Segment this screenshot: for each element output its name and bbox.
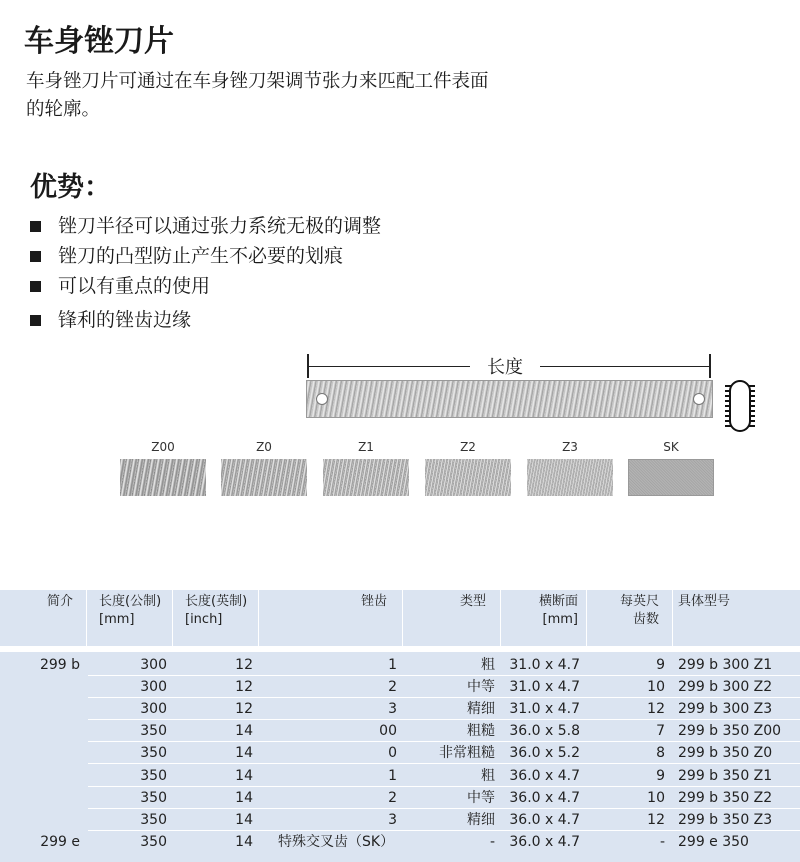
cell-cut: 00 xyxy=(379,723,397,740)
cell-length-inch: 14 xyxy=(235,767,253,784)
cell-type: - xyxy=(489,833,495,850)
table-row xyxy=(0,787,800,809)
swatch-label-z1: Z1 xyxy=(358,440,374,454)
cell-type: 精细 xyxy=(467,701,495,718)
cell-cut: 1 xyxy=(388,657,397,673)
product-description: 车身锉刀片可通过在车身锉刀架调节张力来匹配工件表面的轮廓。 xyxy=(26,71,489,120)
table-row xyxy=(0,720,800,742)
cell-intro xyxy=(0,742,80,764)
cell-cut: 1 xyxy=(388,767,397,784)
cell-model: 299 b 350 Z0 xyxy=(678,745,773,762)
cell-model: 299 b 350 Z1 xyxy=(678,767,773,784)
list-item: 锋利的锉齿边缘 xyxy=(30,305,381,335)
table-row xyxy=(0,654,800,676)
cell-cut: 3 xyxy=(388,701,397,718)
square-bullet-icon xyxy=(30,315,41,326)
square-bullet-icon xyxy=(30,221,41,232)
cell-type: 精细 xyxy=(467,811,495,828)
list-item: 锉刀的凸型防止产生不必要的划痕 xyxy=(30,241,381,271)
cell-cut: 2 xyxy=(388,679,397,696)
cell-section: 36.0 x 5.8 xyxy=(509,723,580,740)
cell-tpi: 9 xyxy=(656,657,665,673)
cell-type: 粗糙 xyxy=(467,723,495,740)
cut-swatch-z2 xyxy=(425,459,511,496)
square-bullet-icon xyxy=(30,251,41,262)
advantages-list xyxy=(30,211,381,335)
cell-model: 299 b 300 Z2 xyxy=(678,679,773,696)
cell-model: 299 b 350 Z2 xyxy=(678,789,773,806)
cell-tpi: 9 xyxy=(656,767,665,784)
cell-length-inch: 14 xyxy=(235,723,253,740)
header-cut: 锉齿 xyxy=(361,594,388,609)
cell-model: 299 b 350 Z00 xyxy=(678,723,782,740)
cell-intro xyxy=(0,720,80,742)
advantages-title: 优势： xyxy=(30,172,111,203)
cell-cut: 2 xyxy=(388,789,397,806)
cell-length-inch: 14 xyxy=(235,833,253,850)
cell-model: 299 e 350 xyxy=(678,833,749,850)
cell-section: 31.0 x 4.7 xyxy=(509,701,580,718)
header-length-mm: 长度(公制) [mm] xyxy=(99,594,162,627)
cell-length-mm: 350 xyxy=(140,811,167,828)
cell-section: 36.0 x 4.7 xyxy=(509,811,580,828)
header-type: 类型 xyxy=(460,594,487,609)
file-blade-image xyxy=(306,380,713,418)
swatch-label-z2: Z2 xyxy=(460,440,476,454)
cell-tpi: 8 xyxy=(656,745,665,762)
swatch-label-z0: Z0 xyxy=(256,440,272,454)
cell-type: 粗 xyxy=(481,767,495,784)
cut-swatch-z0 xyxy=(221,459,307,496)
cell-tpi: 10 xyxy=(647,679,665,696)
cut-swatch-z3 xyxy=(527,459,613,496)
cell-type: 中等 xyxy=(467,789,495,806)
list-item: 可以有重点的使用 xyxy=(30,271,381,301)
blade-hole-left-icon xyxy=(316,393,328,405)
cell-intro xyxy=(0,765,80,787)
cell-section: 36.0 x 5.2 xyxy=(509,745,580,762)
cut-swatch-z00 xyxy=(120,459,206,496)
cell-tpi: - xyxy=(659,833,665,850)
swatch-label-sk: SK xyxy=(663,440,679,454)
cell-length-mm: 350 xyxy=(140,789,167,806)
cell-length-mm: 300 xyxy=(140,657,167,673)
cell-type: 中等 xyxy=(467,679,495,696)
cell-intro xyxy=(0,809,80,831)
header-model: 具体型号 xyxy=(678,594,731,609)
cell-length-mm: 300 xyxy=(140,701,167,718)
table-row xyxy=(0,765,800,787)
list-item: 锉刀半径可以通过张力系统无极的调整 xyxy=(30,211,381,241)
swatch-label-z00: Z00 xyxy=(151,440,175,454)
cell-length-mm: 350 xyxy=(140,723,167,740)
cross-section-icon xyxy=(729,380,751,432)
table-row xyxy=(0,809,800,831)
cell-model: 299 b 300 Z3 xyxy=(678,701,773,718)
cut-swatch-z1 xyxy=(323,459,409,496)
cell-length-inch: 14 xyxy=(235,745,253,762)
cell-model: 299 b 300 Z1 xyxy=(678,657,773,673)
cell-model: 299 b 350 Z3 xyxy=(678,811,773,828)
square-bullet-icon xyxy=(30,281,41,292)
length-label: 长度 xyxy=(470,353,540,379)
cell-intro: 299 b xyxy=(39,657,80,673)
page-title: 车身锉刀片 xyxy=(24,24,174,59)
cell-type: 粗 xyxy=(481,657,495,673)
cell-section: 36.0 x 4.7 xyxy=(509,833,580,850)
table-row xyxy=(0,831,800,853)
cell-length-mm: 350 xyxy=(140,833,167,850)
cell-type: 非常粗糙 xyxy=(439,745,495,762)
cell-length-mm: 350 xyxy=(140,767,167,784)
cell-cut: 3 xyxy=(388,811,397,828)
cell-tpi: 12 xyxy=(647,701,665,718)
cell-section: 31.0 x 4.7 xyxy=(509,657,580,673)
cell-intro: 299 e xyxy=(40,833,80,850)
cell-intro xyxy=(0,698,80,720)
cell-tpi: 7 xyxy=(656,723,665,740)
header-length-inch: 长度(英制) [inch] xyxy=(185,594,248,627)
cell-length-inch: 12 xyxy=(235,679,253,696)
cell-length-mm: 300 xyxy=(140,679,167,696)
cell-intro xyxy=(0,676,80,698)
cell-length-inch: 12 xyxy=(235,701,253,718)
cell-section: 36.0 x 4.7 xyxy=(509,789,580,806)
cut-swatch-sk xyxy=(628,459,714,496)
swatch-label-z3: Z3 xyxy=(562,440,578,454)
cell-section: 31.0 x 4.7 xyxy=(509,679,580,696)
table-row xyxy=(0,698,800,720)
cell-tpi: 10 xyxy=(647,789,665,806)
table-row xyxy=(0,742,800,764)
cell-cut: 0 xyxy=(388,745,397,762)
cell-tpi: 12 xyxy=(647,811,665,828)
cell-length-inch: 14 xyxy=(235,811,253,828)
cell-intro xyxy=(0,787,80,809)
header-intro: 简介 xyxy=(47,594,74,609)
cell-section: 36.0 x 4.7 xyxy=(509,767,580,784)
cell-length-inch: 12 xyxy=(235,657,253,673)
header-section: 横断面 [mm] xyxy=(539,594,579,627)
header-tpi: 每英尺 齿数 xyxy=(620,594,660,627)
table-row xyxy=(0,676,800,698)
cell-length-mm: 350 xyxy=(140,745,167,762)
cell-cut: 特殊交叉齿（SK） xyxy=(278,833,395,850)
blade-hole-right-icon xyxy=(693,393,705,405)
cell-length-inch: 14 xyxy=(235,789,253,806)
